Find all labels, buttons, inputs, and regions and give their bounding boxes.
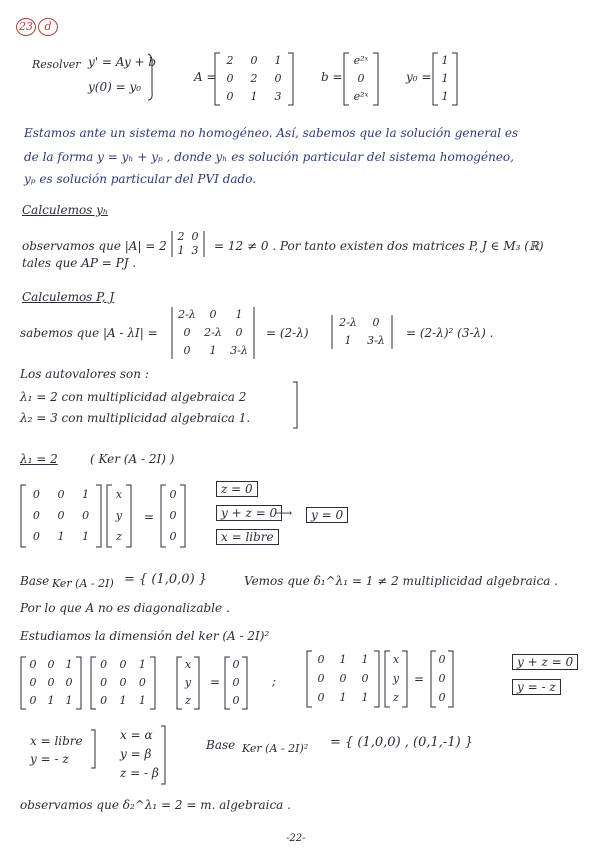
yh-line-1a: observamos que |A| = 2 (22, 239, 167, 253)
matrix-cell: 0 (235, 326, 243, 339)
charpoly-step: = (2-λ) (266, 326, 309, 340)
vector-xyz (106, 484, 132, 548)
matrix-cell: 0 (47, 676, 55, 689)
base-label: Base (20, 574, 50, 588)
observamos-line: observamos que δ₂^λ₁ = 2 = m. algebraica . (20, 798, 291, 812)
matrix-cell: y (392, 672, 400, 685)
matrix-cell: 0 (169, 509, 177, 522)
matrix-cell: 0 (250, 54, 258, 67)
matrix-cell: z (393, 691, 399, 705)
sol-bracket (90, 728, 98, 770)
vector-zero (160, 484, 186, 548)
matrix-cell: 0 (47, 658, 55, 671)
problem-number-circle (16, 18, 36, 36)
result-z-zero: z = 0 (216, 481, 258, 497)
matrix-cell: 0 (29, 658, 37, 671)
matrix-cell: 0 (317, 672, 325, 685)
y0-label: y₀ = (406, 70, 432, 84)
matrix-cell: 0 (274, 72, 282, 85)
base2-ker-label: Ker (A - 2I)² (242, 742, 309, 755)
lambda1-title: λ₁ = 2 (20, 452, 58, 466)
matrix-cell: 0 (357, 72, 365, 85)
matrix-A-minus-2I (20, 484, 102, 548)
matrix-cell: 0 (32, 509, 40, 522)
eigen-bracket (292, 380, 300, 430)
intro-line-3: yₚ es solución particular del PVI dado. (24, 172, 257, 186)
vector-b (343, 52, 379, 106)
matrix-cell: 1 (441, 90, 449, 103)
initial-condition: y(0) = y₀ (88, 80, 142, 94)
result-y-zero: y = 0 (306, 507, 348, 523)
matrix-cell: 1 (339, 691, 347, 705)
matrix-cell: 1 (441, 72, 449, 85)
matrix-cell: 1 (57, 530, 65, 544)
det-2x2 (170, 230, 206, 258)
matrix-cell: 1 (361, 691, 369, 705)
base-ker-label: Ker (A - 2I) (52, 577, 114, 590)
charpoly-result: = (2-λ)² (3-λ) . (406, 326, 494, 340)
matrix-cell: 1 (82, 530, 90, 544)
matrix-cell: x (115, 487, 123, 501)
matrix-cell: 3-λ (230, 344, 248, 357)
section-PJ-title: Calculemos P, J (22, 290, 115, 304)
matrix-cell: 0 (82, 509, 90, 522)
result-y-plus-z: y + z = 0 (216, 505, 282, 521)
matrix-cell: 1 (344, 334, 352, 347)
eigen-title: Los autovalores son : (20, 367, 149, 381)
matrix-cell: 0 (65, 676, 73, 689)
statement-brace (146, 52, 156, 102)
section-yh-title: Calculemos yₕ (22, 203, 109, 217)
matrix-cell: 1 (339, 652, 347, 666)
eq-sign-3: = (414, 672, 425, 686)
matrix-cell: 2 (177, 230, 185, 243)
matrix-cell: 0 (438, 691, 446, 705)
estudiamos-line: Estudiamos la dimensión del ker (A - 2I)² (20, 629, 270, 643)
matrix-cell: 2-λ (178, 308, 196, 321)
matrix-cell: 0 (183, 326, 191, 339)
param-z: z = - β (120, 766, 159, 780)
matrix-cell: 0 (119, 676, 127, 689)
matrix-cell: 1 (274, 54, 282, 67)
sol-x-free: x = libre (30, 734, 83, 748)
matrix-cell: 0 (339, 672, 347, 685)
det-A-lambdaI (170, 306, 256, 360)
matrix-cell: y (184, 676, 192, 689)
matrix-cell: 3 (274, 90, 282, 103)
matrix-cell: 0 (191, 230, 199, 243)
vector-xyz-3 (384, 650, 408, 708)
matrix-cell: 0 (32, 487, 40, 501)
intro-line-1: Estamos ante un sistema no homogéneo. Así, sabemos que la solución general es (24, 126, 519, 140)
matrix-cell: 0 (183, 344, 191, 357)
A-label: A = (194, 70, 217, 84)
matrix-A (214, 52, 294, 106)
matrix-cell: 2-λ (339, 316, 357, 329)
matrix-cell: 0 (100, 676, 108, 689)
matrix-cell: 0 (226, 90, 234, 103)
matrix-cell: z (116, 530, 122, 544)
matrix-cell: 0 (169, 530, 177, 544)
matrix-cell: 3-λ (367, 334, 385, 347)
matrix-cell: 1 (361, 652, 369, 666)
matrix-cell: 1 (209, 344, 217, 357)
matrix-cell: 1 (177, 244, 185, 257)
matrix-cell: 1 (138, 694, 146, 707)
ker-title: ( Ker (A - 2I) ) (90, 452, 175, 466)
base2-label: Base (206, 738, 236, 752)
resolver-label: Resolver (32, 58, 81, 71)
matrix-cell: 0 (438, 652, 446, 666)
matrix-cell: 0 (438, 672, 446, 685)
matrix-cell: 0 (226, 72, 234, 85)
matrix-cell: e²ˣ (353, 90, 369, 103)
matrix-cell: 1 (82, 487, 90, 501)
eq-sign-2: = (210, 675, 221, 689)
part-letter-circle (38, 18, 58, 36)
no-diagonalizable: Por lo que A no es diagonalizable . (20, 601, 230, 615)
matrix-cell: 0 (57, 487, 65, 501)
b-label: b = (321, 70, 343, 84)
base2-ker-value: = { (1,0,0) , (0,1,-1) } (330, 735, 474, 750)
eq-sign-1: = (144, 510, 155, 524)
matrix-cell: 1 (65, 658, 73, 671)
matrix-cell: 2-λ (204, 326, 222, 339)
yh-line-2: tales que AP = PJ . (22, 256, 137, 270)
part-letter: d (44, 20, 52, 33)
semicolon: ; (272, 674, 277, 688)
matrix-cell: 2 (250, 72, 258, 85)
matrix-cell: 2 (226, 54, 234, 67)
matrix-cell: x (392, 652, 400, 666)
matrix-cell: 0 (32, 530, 40, 544)
param-bracket (160, 724, 168, 786)
matrix-cell: 3 (191, 244, 199, 257)
matrix-cell: 1 (119, 694, 127, 707)
vector-zero-3 (430, 650, 454, 708)
matrix-cell: 0 (317, 691, 325, 705)
eigen-2: λ₂ = 3 con multiplicidad algebraica 1. (20, 411, 251, 425)
matrix-cell: 0 (100, 658, 108, 671)
matrix-cell: x (184, 658, 192, 671)
matrix-cell: 0 (209, 308, 217, 321)
matrix-2 (90, 656, 156, 710)
matrix-cell: 0 (29, 676, 37, 689)
result2-y-minus-z: y = - z (512, 679, 561, 695)
matrix-cell: 0 (317, 652, 325, 666)
matrix-cell: y (115, 509, 123, 522)
matrix-A-minus-2I-squared (306, 650, 380, 708)
matrix-cell: 1 (138, 658, 146, 671)
result2-y-plus-z: y + z = 0 (512, 654, 578, 670)
page-number: -22- (286, 833, 306, 844)
matrix-cell: 1 (235, 308, 243, 321)
charpoly-label: sabemos que |A - λI| = (20, 326, 158, 340)
matrix-cell: 0 (29, 694, 37, 707)
eigen-1: λ₁ = 2 con multiplicidad algebraica 2 (20, 390, 247, 404)
matrix-cell: 0 (372, 316, 380, 329)
arrow-icon: ⟶ (275, 506, 293, 520)
matrix-cell: 0 (361, 672, 369, 685)
matrix-1 (20, 656, 82, 710)
vector-y0 (432, 52, 458, 106)
vemos-line: Vemos que δ₁^λ₁ = 1 ≠ 2 multiplicidad algebraica . (244, 574, 559, 588)
matrix-cell: z (185, 694, 191, 707)
det-minor (330, 314, 394, 350)
matrix-cell: 0 (138, 676, 146, 689)
param-y: y = β (120, 747, 152, 761)
matrix-cell: 0 (232, 658, 240, 671)
ode-equation: y' = Ay + b (88, 55, 157, 69)
matrix-cell: 0 (100, 694, 108, 707)
matrix-cell: 1 (250, 90, 258, 103)
matrix-cell: e²ˣ (353, 54, 369, 67)
matrix-cell: 1 (47, 694, 55, 707)
matrix-cell: 0 (232, 676, 240, 689)
matrix-cell: 0 (119, 658, 127, 671)
matrix-cell: 0 (169, 487, 177, 501)
param-x: x = α (120, 728, 153, 742)
yh-line-1b: = 12 ≠ 0 . Por tanto existen dos matrices P, J ∈ M₃ (ℝ) (214, 239, 544, 253)
vector-zero-2 (224, 656, 248, 710)
problem-number: 23 (19, 20, 33, 33)
base-ker-value: = { (1,0,0) } (124, 572, 208, 587)
result-x-free: x = libre (216, 529, 279, 545)
intro-line-2: de la forma y = yₕ + yₚ , donde yₕ es solución particular del sistema homogéneo, (24, 150, 514, 164)
matrix-cell: 1 (65, 694, 73, 707)
sol-y-minus-z: y = - z (30, 752, 69, 766)
matrix-cell: 1 (441, 54, 449, 67)
matrix-cell: 0 (232, 694, 240, 707)
vector-xyz-2 (176, 656, 200, 710)
matrix-cell: 0 (57, 509, 65, 522)
